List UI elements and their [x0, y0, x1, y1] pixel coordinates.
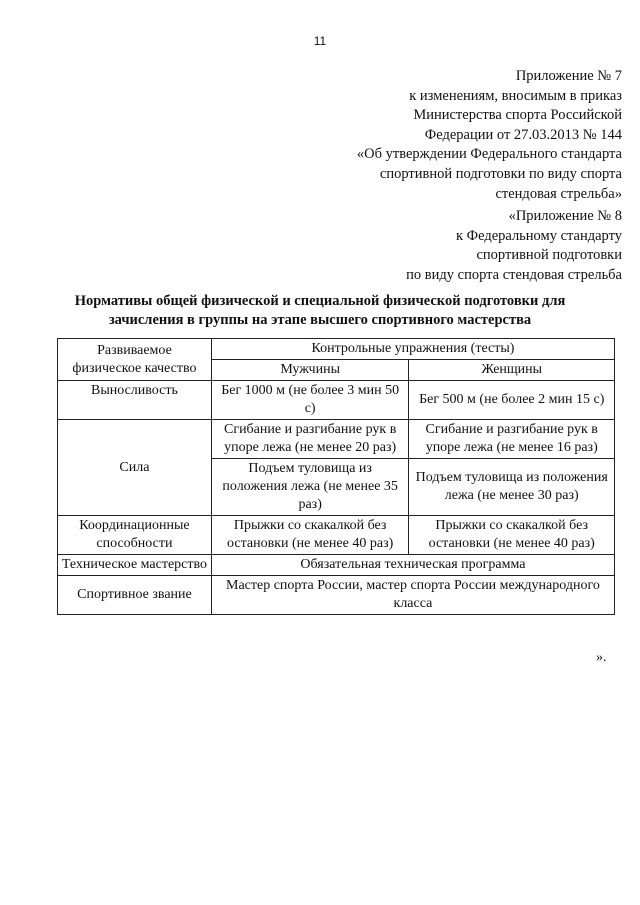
- appendix-8-line: к Федеральному стандарту: [455, 227, 622, 244]
- closing-quote-mark: ».: [596, 650, 607, 665]
- men-norm-cell: Подъем туловища из положения лежа (не менее 35 раз): [211, 459, 409, 516]
- women-norm-cell: Бег 500 м (не более 2 мин 15 с): [409, 381, 615, 420]
- women-norm-cell: Прыжки со скакалкой без остановки (не менее 40 раз): [409, 516, 615, 555]
- women-norm-cell: Сгибание и разгибание рук в упоре лежа (не менее 16 раз): [409, 420, 615, 459]
- tests-header-cell: Контрольные упражнения (тесты): [211, 339, 614, 360]
- quality-cell: Сила: [58, 420, 212, 516]
- appendix-8-line: «Приложение № 8: [508, 208, 622, 224]
- quality-cell: Техническое мастерство: [58, 555, 212, 576]
- table-header-row: [58, 339, 615, 360]
- men-norm-cell: Сгибание и разгибание рук в упоре лежа (не менее 20 раз): [211, 420, 409, 459]
- appendix-7-header: [357, 67, 622, 204]
- appendix-7-line: к изменениям, вносимым в приказ: [409, 87, 622, 104]
- men-norm-cell: Бег 1000 м (не более 3 мин 50 с): [211, 381, 409, 420]
- quality-header-cell: Развиваемое физическое качество: [58, 339, 212, 381]
- men-header-cell: Мужчины: [211, 360, 409, 381]
- men-norm-cell: Прыжки со скакалкой без остановки (не менее 40 раз): [211, 516, 409, 555]
- appendix-8-line: спортивной подготовки: [476, 247, 622, 264]
- women-header-cell: Женщины: [409, 360, 615, 381]
- table-row-strength: [58, 420, 615, 459]
- appendix-8-line: по виду спорта стендовая стрельба: [406, 266, 622, 283]
- table-row-technical: [58, 555, 615, 576]
- appendix-7-line: Федерации от 27.03.2013 № 144: [424, 126, 622, 143]
- appendix-7-line: Приложение № 7: [515, 68, 622, 84]
- appendix-7-line: Министерства спорта Российской: [413, 107, 622, 124]
- standards-table: [57, 338, 615, 615]
- appendix-7-line: стендовая стрельба»: [495, 185, 622, 202]
- women-norm-cell: Подъем туловища из положения лежа (не менее 30 раз): [409, 459, 615, 516]
- appendix-8-header: [406, 207, 622, 285]
- table-row-sport-title: [58, 576, 615, 615]
- document-title-line: зачисления в группы на этапе высшего спортивного мастерства: [108, 312, 532, 328]
- table-row-coordination: [58, 516, 615, 555]
- appendix-7-line: спортивной подготовки по виду спорта: [379, 165, 622, 182]
- table-row-endurance: [58, 381, 615, 420]
- appendix-7-line: «Об утверждении Федерального стандарта: [356, 146, 622, 163]
- quality-cell: Выносливость: [58, 381, 212, 420]
- quality-cell: Координационные способности: [58, 516, 212, 555]
- norm-cell: Мастер спорта России, мастер спорта России международного класса: [211, 576, 614, 615]
- document-title-line: Нормативы общей физической и специальной физической подготовки для: [74, 293, 566, 309]
- page-number: 11: [313, 34, 327, 48]
- quality-cell: Спортивное звание: [58, 576, 212, 615]
- norm-cell: Обязательная техническая программа: [211, 555, 614, 576]
- document-title: [40, 292, 600, 330]
